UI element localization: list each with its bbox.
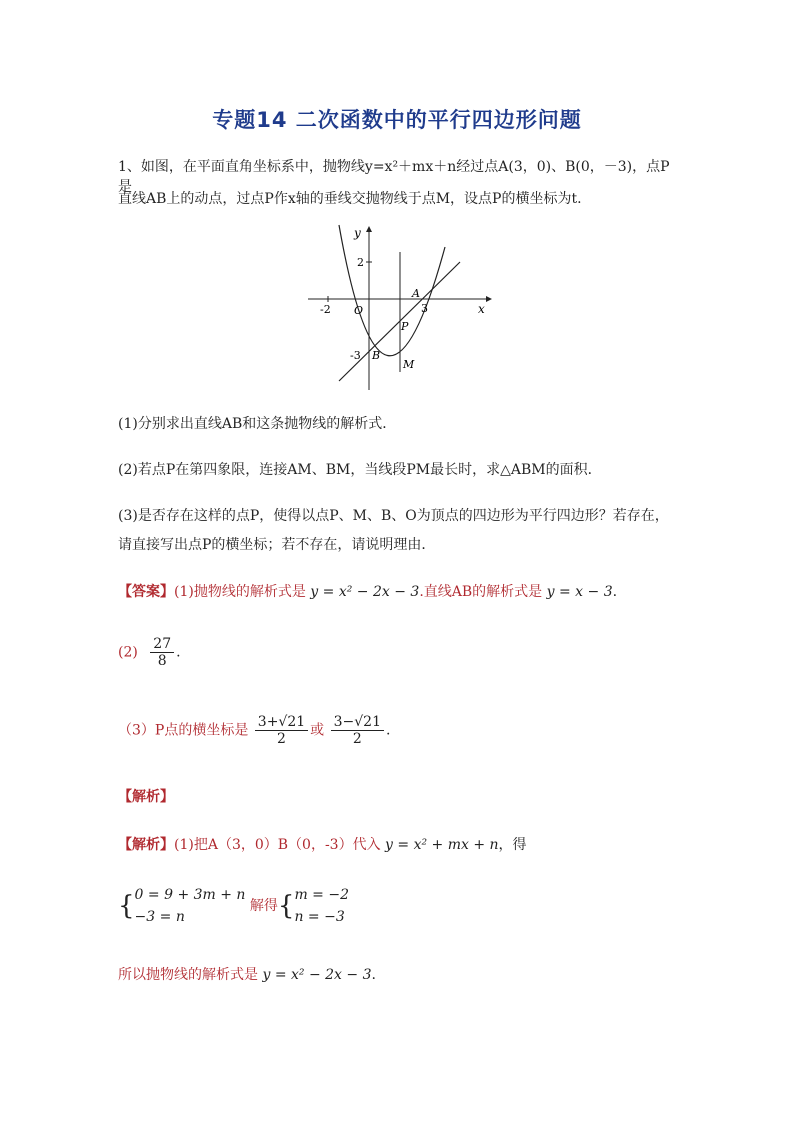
page-title: 专题14 二次函数中的平行四边形问题 bbox=[212, 108, 582, 132]
answer-part-2: (2) $\frac{27}{8}$ . bbox=[118, 636, 181, 669]
answer-1-text: (1)抛物线的解析式是 bbox=[174, 584, 306, 600]
label-3: 3 bbox=[421, 302, 428, 315]
label-origin: O bbox=[354, 304, 364, 317]
question-3-line-1: (3)是否存在这样的点P，使得以点P、M、B、O为顶点的四边形为平行四边形？若存在， bbox=[118, 508, 669, 524]
label-m: M bbox=[403, 358, 415, 371]
analysis-tag: 【解析】 bbox=[118, 837, 174, 853]
y-axis-arrow bbox=[366, 226, 372, 232]
x-axis-arrow bbox=[486, 296, 492, 302]
answer-2-label: (2) bbox=[118, 644, 138, 661]
answer-3-denominator-1: 2 bbox=[277, 731, 286, 747]
label-p: P bbox=[401, 320, 409, 333]
analysis-step-1-text: (1)把A（3，0）B（0，-3）代入 bbox=[174, 837, 381, 853]
analysis-conclusion: 所以抛物线的解析式是 y = x² − 2x − 3. bbox=[118, 967, 376, 983]
answer-1-expr2: y = x − 3 bbox=[546, 584, 613, 600]
label-y: y bbox=[354, 226, 361, 240]
label-neg3: -3 bbox=[350, 349, 361, 362]
problem-line-2: 直线AB上的动点，过点P作x轴的垂线交抛物线于点M，设点P的横坐标为t. bbox=[118, 191, 582, 207]
answer-3-fraction-2 bbox=[331, 714, 384, 747]
answer-1-mid: .直线AB的解析式是 bbox=[419, 584, 543, 600]
answer-part-1: 【答案】(1)抛物线的解析式是 y = x² − 2x − 3.直线AB的解析式是 y = x − 3. bbox=[118, 584, 618, 600]
answer-3-numerator-1: 3+√21 bbox=[255, 714, 308, 731]
system-2 bbox=[294, 884, 349, 928]
answer-3-label: （3）P点的横坐标是 bbox=[118, 722, 249, 739]
system-1-eq-2: −3 = n bbox=[134, 909, 185, 925]
answer-3-or: 或 bbox=[310, 722, 325, 739]
system-2-eq-1: m = −2 bbox=[294, 887, 349, 903]
conclusion-text: 所以抛物线的解析式是 bbox=[118, 967, 258, 983]
question-3-line-2: 请直接写出点P的横坐标；若不存在，请说明理由． bbox=[118, 537, 436, 553]
analysis-step-1-end: ，得 bbox=[498, 837, 527, 853]
label-neg2: -2 bbox=[320, 303, 331, 316]
answer-3-fraction-1 bbox=[255, 714, 308, 747]
analysis-step-1 bbox=[118, 834, 527, 854]
answer-2-numerator: 27 bbox=[150, 636, 174, 653]
answer-tag: 【答案】 bbox=[118, 584, 174, 600]
function-graph bbox=[300, 222, 500, 394]
conclusion-expr: y = x² − 2x − 3 bbox=[262, 967, 372, 983]
answer-3-numerator-2: 3−√21 bbox=[331, 714, 384, 731]
analysis-step-1-expr: y = x² + mx + n bbox=[385, 837, 499, 853]
question-1: (1)分别求出直线AB和这条抛物线的解析式． bbox=[118, 416, 397, 432]
solve-label: 解得 bbox=[249, 898, 278, 914]
system-2-eq-2: n = −3 bbox=[294, 909, 345, 925]
system-1 bbox=[135, 884, 246, 928]
analysis-heading: 【解析】 bbox=[118, 789, 174, 805]
left-brace-2: { bbox=[277, 891, 295, 921]
answer-3-denominator-2: 2 bbox=[352, 731, 362, 747]
label-x: x bbox=[478, 302, 485, 316]
question-2: (2)若点P在第四象限，连接AM、BM，当线段PM最长时，求△ABM的面积． bbox=[118, 462, 602, 478]
equation-system bbox=[118, 884, 349, 928]
label-b: B bbox=[372, 349, 381, 362]
problem-line-1: 1、如图，在平面直角坐标系中，抛物线y=x²＋mx＋n经过点A(3，0)、B(0，－3)，点P是 bbox=[118, 159, 670, 195]
parabola-curve bbox=[339, 225, 445, 356]
answer-2-fraction bbox=[150, 636, 174, 669]
answer-1-expr: y = x² − 2x − 3 bbox=[310, 584, 420, 600]
label-a: A bbox=[412, 287, 420, 300]
answer-2-denominator: 8 bbox=[157, 653, 167, 669]
answer-part-3: （3）P点的横坐标是 $\frac{3+√21}{2}$ 或 $\frac{3-√21}{2}$ . bbox=[118, 714, 391, 747]
label-2: 2 bbox=[357, 256, 364, 269]
left-brace-1: { bbox=[118, 891, 135, 921]
system-1-eq-1: 0 = 9 + 3m + n bbox=[134, 887, 246, 903]
